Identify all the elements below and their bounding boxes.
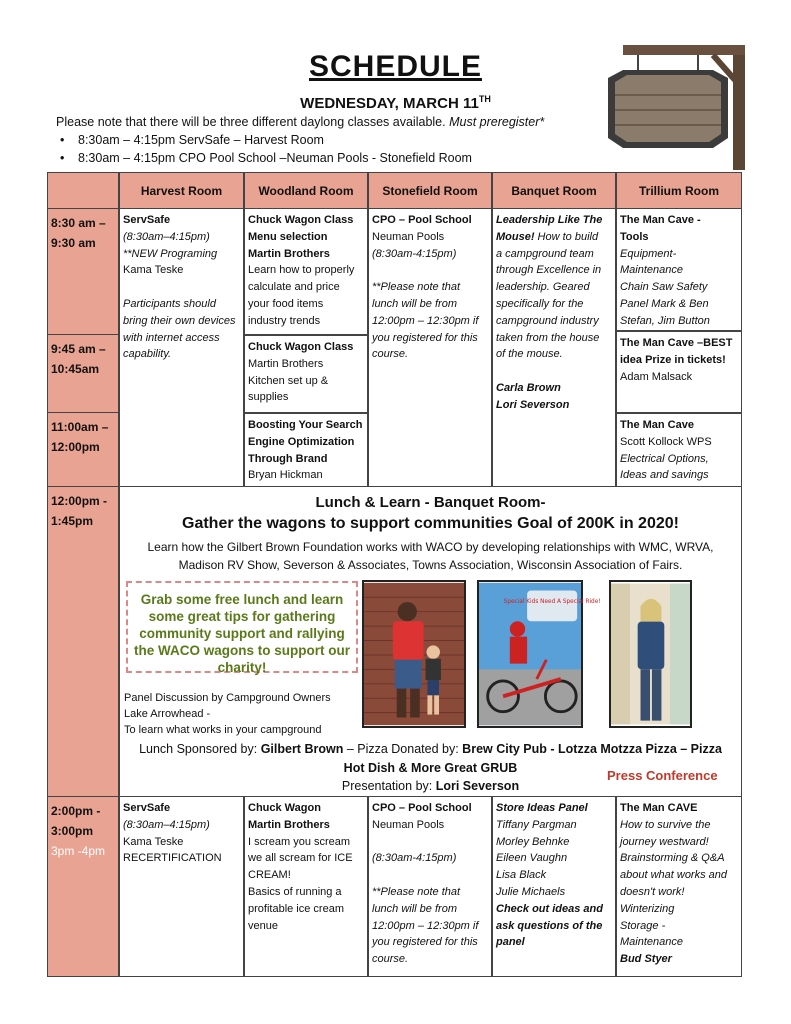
session-title: CPO – Pool School — [372, 214, 472, 226]
session-presenter: Neuman Pools — [372, 818, 445, 831]
preregister-note — [56, 115, 544, 129]
session-presenter: Lori Severson — [496, 398, 570, 411]
session-desc: specifically for the — [496, 297, 584, 310]
session-title: The Man Cave –BEST — [620, 337, 733, 349]
session-desc: your food items — [248, 297, 324, 310]
wooden-sign-icon — [583, 40, 753, 170]
session-note: **Please note that — [372, 885, 461, 898]
session-title: The Man CAVE — [620, 802, 698, 814]
session-desc: Learn how to properly — [248, 264, 355, 277]
session-desc: How to build — [534, 230, 599, 243]
session-desc: journey westward! — [620, 835, 709, 848]
session-note: lunch will be from — [372, 297, 457, 310]
tricycle-sign-text: Special Kids Need A Special Ride! — [503, 599, 601, 605]
session-title: Store Ideas Panel — [496, 802, 588, 814]
panelist-name: Eileen Vaughn — [496, 852, 568, 865]
session-woodland-2 — [244, 335, 368, 413]
session-stonefield-afternoon — [368, 797, 492, 977]
panelist-name: Tiffany Pargman — [496, 818, 577, 831]
session-presenter: Scott Kollock WPS — [620, 435, 712, 448]
time-slot-1 — [47, 209, 119, 335]
session-note: course. — [372, 348, 409, 361]
session-time: (8:30am–4:15pm) — [123, 230, 210, 243]
photo-woman-icon — [609, 580, 692, 728]
pizza-label: – Pizza Donated by: — [343, 742, 463, 756]
session-desc: profitable ice cream — [248, 902, 344, 915]
sponsor-name: Gilbert Brown — [260, 742, 344, 756]
session-title: Chuck Wagon Class — [248, 214, 354, 226]
pizza-sponsor: Brew City Pub - Lotzza Motzza Pizza – Pizza — [462, 742, 722, 756]
session-desc: supplies — [248, 391, 289, 404]
lunch-desc-line: Madison RV Show, Severson & Associates, Towns Association, Wisconsin Association of Fairs. — [178, 558, 683, 572]
session-desc: of the mouse. — [496, 348, 563, 361]
lunch-title: Lunch & Learn - Banquet Room- — [315, 494, 546, 511]
session-title: Chuck Wagon Class — [248, 341, 354, 353]
lunch-sponsor-line-2: Hot Dish & More Great GRUB — [343, 761, 518, 775]
time-start: 11:00am – — [51, 420, 109, 434]
session-note: you registered for this — [372, 331, 478, 344]
session-note: 12:00pm – 12:30pm if — [372, 314, 479, 327]
session-title: Through Brand — [248, 452, 328, 465]
session-title: Menu selection — [248, 230, 328, 243]
session-desc: CREAM! — [248, 869, 291, 882]
note-text: Please note that there will be three different daylong classes available. — [56, 115, 450, 129]
lunch-sponsor-line — [119, 742, 742, 756]
session-woodland-afternoon — [244, 797, 368, 977]
photo-brick-wall-icon — [362, 580, 466, 728]
session-desc: about what works and — [620, 869, 728, 882]
time-slot-4 — [47, 487, 119, 797]
presentation-name: Lori Severson — [435, 779, 520, 793]
session-trillium-1 — [616, 209, 742, 331]
session-presenter: Kama Teske — [123, 835, 184, 848]
session-cta: ask questions of the — [496, 919, 603, 932]
session-desc: Ideas and savings — [620, 469, 709, 482]
session-woodland-3 — [244, 413, 368, 487]
session-title: Chuck Wagon — [248, 802, 321, 814]
session-desc: Stefan, Jim Button — [620, 314, 710, 327]
session-time: (8:30am-4:15pm) — [372, 852, 457, 865]
session-desc: Storage - — [620, 919, 666, 932]
session-title: Tools — [620, 230, 649, 243]
lunch-goal: Gather the wagons to support communities Goal of 200K in 2020! — [182, 515, 679, 532]
session-presenter: Martin Brothers — [248, 357, 324, 370]
panelist-name: Lisa Black — [496, 869, 547, 882]
session-presenter: Carla Brown — [496, 381, 561, 394]
session-cta: Check out ideas and — [496, 902, 603, 915]
session-note: bring their own devices — [123, 314, 236, 327]
day-text: WEDNESDAY, MARCH 11 — [300, 95, 479, 112]
session-presenter: Neuman Pools — [372, 230, 445, 243]
session-desc: taken from the house — [496, 331, 600, 344]
session-harvest-morning — [119, 209, 244, 487]
time-start: 12:00pm - — [51, 494, 108, 508]
room-header-trillium: Trillium Room — [616, 172, 742, 209]
session-desc: How to survive the — [620, 818, 711, 831]
session-presenter: Adam Malsack — [620, 370, 693, 383]
session-title: Engine Optimization — [248, 435, 355, 448]
session-banquet-morning — [492, 209, 616, 487]
session-note: you registered for this — [372, 936, 478, 949]
time-end: 10:45am — [51, 362, 100, 376]
session-desc: a campground team — [496, 247, 594, 260]
session-desc: Maintenance — [620, 264, 683, 277]
session-presenter: Bud Styer — [620, 953, 672, 966]
time-column-header — [47, 172, 119, 209]
panelist-name: Julie Michaels — [496, 885, 566, 898]
panel-discussion — [124, 690, 331, 738]
session-time: (8:30am-4:15pm) — [372, 247, 457, 260]
session-desc: Chain Saw Safety — [620, 281, 708, 294]
session-note: 12:00pm – 12:30pm if — [372, 919, 479, 932]
room-header-harvest: Harvest Room — [119, 172, 244, 209]
panel-line: Lake Arrowhead - — [124, 708, 211, 720]
session-desc: industry trends — [248, 314, 321, 327]
panel-line: To learn what works in your campground — [124, 724, 322, 736]
session-note: **Please note that — [372, 281, 461, 294]
session-desc: Brainstorming & Q&A — [620, 852, 725, 865]
session-desc: Maintenance — [620, 936, 683, 949]
sponsor-label: Lunch Sponsored by: — [139, 742, 261, 756]
time-slot-5 — [47, 797, 119, 977]
time-end: 9:30 am — [51, 236, 96, 250]
session-desc: calculate and price — [248, 281, 340, 294]
session-banquet-afternoon — [492, 797, 616, 977]
session-title: ServSafe — [123, 802, 171, 814]
day-suffix: TH — [478, 94, 491, 104]
session-title: Mouse! — [496, 230, 535, 243]
session-desc: doesn't work! — [620, 885, 685, 898]
page-title: SCHEDULE — [308, 50, 482, 83]
session-presenter: Bryan Hickman — [248, 469, 323, 482]
room-header-banquet: Banquet Room — [492, 172, 616, 209]
time-start: 2:00pm - — [51, 804, 101, 818]
session-desc: Electrical Options, — [620, 452, 709, 465]
session-desc: Winterizing — [620, 902, 675, 915]
lunch-desc-line: Learn how the Gilbert Brown Foundation works with WACO by developing relationships with WMC, WRVA, — [147, 540, 714, 554]
session-woodland-1 — [244, 209, 368, 335]
session-title: CPO – Pool School — [372, 802, 472, 814]
session-desc: through Excellence in — [496, 264, 602, 277]
session-note: Participants should — [123, 297, 216, 310]
session-trillium-2 — [616, 331, 742, 413]
bullet-text: 8:30am – 4:15pm ServSafe – Harvest Room — [78, 133, 324, 147]
session-cta: panel — [496, 936, 525, 949]
session-trillium-afternoon — [616, 797, 742, 977]
session-title: The Man Cave — [620, 419, 694, 431]
session-desc: RECERTIFICATION — [123, 852, 222, 865]
session-note: with internet access — [123, 331, 220, 344]
session-title: Leadership Like The — [496, 214, 603, 226]
session-title: The Man Cave - — [620, 214, 701, 226]
session-title: idea Prize in tickets! — [620, 353, 726, 366]
time-slot-3 — [47, 413, 119, 487]
session-desc: Equipment- — [620, 247, 677, 260]
press-conference-label: Press Conference — [607, 768, 718, 783]
session-harvest-afternoon — [119, 797, 244, 977]
panelist-name: Morley Behnke — [496, 835, 570, 848]
time-start: 8:30 am – — [51, 216, 106, 230]
session-title: Boosting Your Search — [248, 419, 363, 431]
session-desc: we all scream for ICE — [248, 852, 353, 865]
session-title: ServSafe — [123, 214, 171, 226]
time-slot-2 — [47, 335, 119, 413]
session-stonefield-morning — [368, 209, 492, 487]
session-time: (8:30am–4:15pm) — [123, 818, 210, 831]
time-extra: 3pm -4pm — [51, 844, 106, 858]
bullet-item — [60, 133, 324, 147]
session-desc: campground industry — [496, 314, 599, 327]
session-note: capability. — [123, 348, 172, 361]
session-presenter: Kama Teske — [123, 264, 184, 277]
session-note: lunch will be from — [372, 902, 457, 915]
session-note: course. — [372, 953, 409, 966]
promo-box: Grab some free lunch and learn some great tips for gathering community support and rallying the WACO wagons to support our charity! — [126, 581, 358, 673]
session-desc: Panel Mark & Ben — [620, 297, 709, 310]
bullet-text: 8:30am – 4:15pm CPO Pool School –Neuman Pools - Stonefield Room — [78, 151, 472, 165]
time-end: 12:00pm — [51, 440, 100, 454]
session-desc: leadership. Geared — [496, 281, 590, 294]
room-header-woodland: Woodland Room — [244, 172, 368, 209]
session-presenter: Martin Brothers — [248, 247, 330, 260]
session-desc: Basics of running a — [248, 885, 342, 898]
bullet-item — [60, 151, 472, 165]
time-end: 3:00pm — [51, 824, 94, 838]
session-desc: Kitchen set up & — [248, 374, 329, 387]
room-header-stonefield: Stonefield Room — [368, 172, 492, 209]
session-desc: I scream you scream — [248, 835, 351, 848]
session-trillium-3 — [616, 413, 742, 487]
time-end: 1:45pm — [51, 514, 94, 528]
photo-tricycle-icon — [477, 580, 601, 728]
presentation-label: Presentation by: — [341, 779, 436, 793]
panel-line: Panel Discussion by Campground Owners — [124, 692, 331, 704]
session-desc: venue — [248, 919, 278, 932]
time-start: 9:45 am – — [51, 342, 106, 356]
note-emphasis: Must preregister* — [449, 115, 545, 129]
session-badge: **NEW Programing — [123, 247, 218, 260]
session-presenter: Martin Brothers — [248, 818, 330, 831]
